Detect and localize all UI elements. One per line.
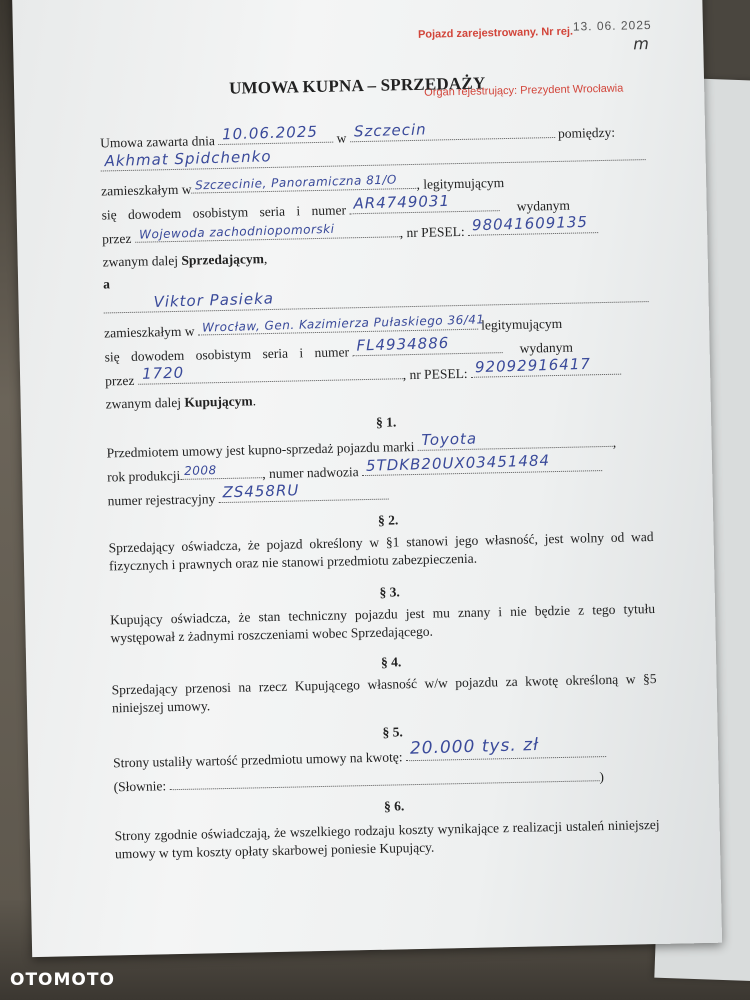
buyer-issuer-field	[138, 365, 403, 385]
contract-words-end: )	[599, 769, 605, 785]
section-3-text: Kupujący oświadcza, że stan techniczny pojazdu jest mu znany i nie będzie z tego tytułu występował z żadnymi roszczeniami wobec Sprzedającego.	[110, 601, 656, 646]
seller-doc-value: AR4749031	[352, 191, 450, 213]
seller-name-field	[101, 146, 646, 171]
seller-called-line	[103, 250, 268, 272]
buyer-issuer-value: 1720	[141, 363, 185, 383]
and-line	[103, 275, 110, 293]
vehicle-reg-field	[218, 480, 388, 504]
contract-words-label: (Słownie:	[113, 778, 167, 795]
buyer-legit-label: legitymującym	[481, 315, 563, 333]
registration-stamp-line1: Pojazd zarejestrowany. Nr rej.	[417, 25, 574, 41]
seller-doc-label: się dowodem osobistym seria i numer	[101, 202, 347, 223]
section-1-heading: § 1.	[375, 414, 397, 430]
buyer-pesel-value: 92092916417	[474, 354, 592, 376]
buyer-name-value: Viktor Pasieka	[153, 289, 275, 311]
contract-date-field	[218, 122, 333, 145]
buyer-called-suffix: .	[252, 393, 257, 409]
seller-by-label: przez	[102, 230, 132, 247]
seller-legit-label: , legitymującym	[416, 175, 505, 192]
seller-pesel-field	[468, 212, 598, 236]
seller-called-prefix: zwanym dalej	[102, 252, 179, 270]
section-4-heading: § 4.	[380, 654, 402, 670]
buyer-name-field	[103, 288, 648, 313]
section-5-heading: § 5.	[382, 724, 403, 740]
section-4-text: Sprzedający przenosi na rzecz Kupującego własność w/w pojazdu za kwotę określoną w §5 niniejszej umowy.	[111, 670, 657, 716]
intro-prefix: Umowa zawarta dnia	[100, 133, 216, 151]
contract-date-value: 10.06.2025	[221, 122, 319, 144]
buyer-by-label: przez	[105, 372, 135, 389]
section-2-heading: § 2.	[377, 512, 399, 528]
registration-stamp-date: 13. 06. 2025	[572, 17, 652, 34]
buyer-address-value: Wrocław, Gen. Kazimierza Pułaskiego 36/41	[201, 312, 485, 335]
buyer-role: Kupującym	[184, 393, 253, 410]
otomoto-watermark: OTOMOTO	[10, 970, 115, 990]
vehicle-year-field	[180, 464, 262, 480]
section-3-heading: § 3.	[379, 584, 400, 600]
vehicle-year-value: 2008	[183, 462, 217, 478]
contract-words-field	[169, 767, 599, 790]
seller-issued-label: wydanym	[516, 197, 571, 214]
vehicle-vin-field	[362, 451, 602, 476]
vehicle-year-label: rok produkcji	[107, 467, 181, 485]
buyer-doc-field	[352, 333, 502, 356]
contract-page	[12, 0, 722, 957]
contract-value-field	[406, 734, 606, 761]
vehicle-make-field	[418, 429, 613, 451]
buyer-pesel-label: , nr PESEL:	[402, 365, 468, 383]
contract-value-label: Strony ustaliły wartość przedmiotu umowy na kwotę:	[113, 749, 403, 771]
contract-words-line	[113, 767, 604, 796]
and-word: a	[102, 276, 111, 292]
buyer-called-prefix: zwanym dalej	[105, 394, 182, 412]
registration-stamp-line2: Organ rejestrujący: Prezydent Wrocławia	[424, 82, 624, 99]
vehicle-make-line: Przedmiotem umowy jest kupno-sprzedaż pojazdu marki Toyota ,	[106, 429, 617, 461]
seller-resides-label: zamieszkałym w	[101, 181, 192, 199]
vehicle-reg-line	[107, 480, 388, 511]
seller-name-value: Akhmat Spidchenko	[104, 146, 272, 170]
seller-role: Sprzedającym	[181, 251, 265, 268]
seller-called-suffix: ,	[263, 251, 268, 267]
seller-pesel-label: , nr PESEL:	[399, 223, 465, 241]
contract-value-amount: 20.000 tys. zł	[409, 734, 540, 759]
vehicle-reg-value: ZS458RU	[222, 480, 300, 502]
contract-city-value: Szczecin	[353, 120, 427, 141]
stamp-signature: m	[633, 34, 650, 54]
intro-suffix: pomiędzy:	[557, 124, 616, 141]
section-2-text: Sprzedający oświadcza, że pojazd określony w §1 stanowi jego własność, jest wolny od wad fizycznych i prawnych oraz nie stanowi przedmiotu zabezpieczenia.	[108, 529, 654, 574]
seller-doc-field	[349, 191, 499, 214]
document-title: UMOWA KUPNA – SPRZEDAŻY	[228, 73, 486, 98]
section-6-text: Strony zgodnie oświadczają, że wszelkiego rodzaju koszty wynikające z realizacji ustaleń niniejszej umowy w tym koszty opłaty skarbowej poniesie Kupujący.	[114, 816, 660, 862]
contract-city-field	[350, 120, 555, 142]
buyer-resides-label: zamieszkałym w	[104, 323, 195, 341]
vehicle-vin-label: , numer nadwozia	[262, 464, 359, 482]
intro-w: w	[336, 130, 347, 146]
vehicle-make-value: Toyota	[421, 429, 478, 449]
seller-issuer-value: Wojewoda zachodniopomorski	[138, 221, 335, 242]
seller-address-field	[191, 172, 416, 194]
buyer-pesel-field	[471, 354, 621, 378]
buyer-doc-label: się dowodem osobistym seria i numer	[104, 344, 350, 365]
vehicle-year-line	[107, 451, 602, 487]
buyer-doc-value: FL4934886	[355, 333, 450, 355]
vehicle-make-label: Przedmiotem umowy jest kupno-sprzedaż pojazdu marki	[106, 439, 415, 461]
buyer-issued-label: wydanym	[519, 339, 574, 356]
contract-content	[97, 0, 677, 945]
buyer-called-line	[105, 392, 256, 413]
seller-address-value: Szczecinie, Panoramiczna 81/O	[195, 172, 398, 193]
section-6-heading: § 6.	[383, 798, 405, 814]
seller-pesel-value: 98041609135	[471, 212, 589, 235]
vehicle-vin-value: 5TDKB20UX03451484	[365, 451, 551, 475]
vehicle-reg-label: numer rejestracyjny	[107, 491, 216, 509]
seller-issuer-field	[135, 223, 400, 243]
